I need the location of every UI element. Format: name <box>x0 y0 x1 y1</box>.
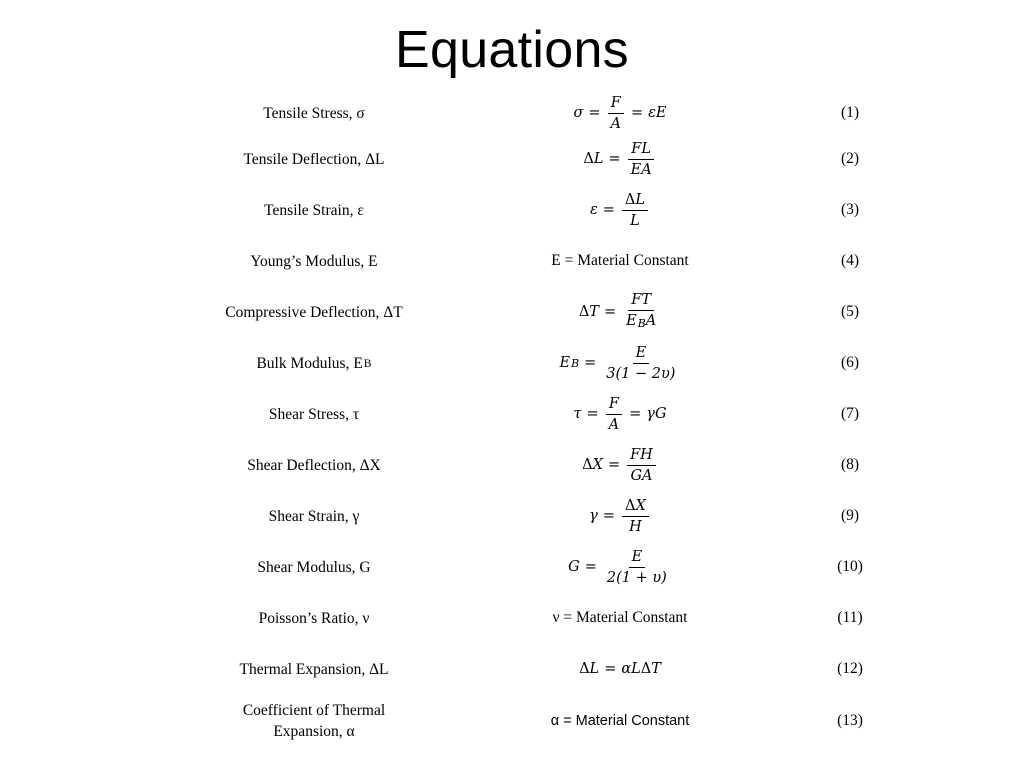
fraction-denominator: 3(1 − 2υ) <box>606 365 676 382</box>
label-line: Expansion, α <box>273 723 355 740</box>
delta-symbol: Δ <box>582 457 593 473</box>
label-subscript: B <box>363 356 372 370</box>
delta-symbol: Δ <box>578 303 590 320</box>
quantity-label: Young’s Modulus, E <box>250 252 378 270</box>
equation-lhs: L <box>589 661 600 677</box>
fraction-denominator <box>623 311 659 334</box>
fraction <box>608 93 624 134</box>
equation-number: (6) <box>840 354 860 371</box>
equation-text: α = Material Constant <box>550 713 690 729</box>
equation-number: (10) <box>837 558 863 575</box>
fraction-denominator: GA <box>630 467 653 484</box>
fraction <box>603 343 678 384</box>
equals-sign: = <box>629 406 642 422</box>
equals-sign: = <box>586 406 599 422</box>
quantity-label: Poisson’s Ratio, ν <box>258 609 370 627</box>
equation <box>590 190 650 231</box>
delta-symbol: Δ <box>625 497 636 514</box>
equals-sign: = <box>602 202 615 218</box>
fraction-numerator: FL <box>628 139 654 160</box>
fraction-denominator: A <box>608 416 620 433</box>
equation-row-shear-stress <box>0 389 1024 439</box>
fraction <box>606 394 622 435</box>
delta-symbol: Δ <box>640 661 652 677</box>
equation-cell <box>465 88 775 138</box>
equation-number: (7) <box>840 405 860 422</box>
denominator-variable: E <box>626 312 637 329</box>
quantity-label <box>170 338 458 388</box>
fraction-denominator: H <box>629 518 642 535</box>
denominator-variable: A <box>645 312 657 329</box>
subscript: B <box>571 356 580 370</box>
equation <box>568 547 672 588</box>
quantity-label: Shear Strain, γ <box>268 507 360 525</box>
equals-sign: = <box>588 105 601 121</box>
equation <box>589 496 651 537</box>
equation <box>573 394 666 435</box>
equation-cell <box>465 440 775 490</box>
equation-rhs: γG <box>646 406 667 422</box>
fraction-numerator: E <box>629 547 646 568</box>
equation-lhs: σ <box>573 105 584 121</box>
equation-cell <box>465 389 775 439</box>
label-line: Coefficient of Thermal <box>242 702 386 719</box>
quantity-label: Tensile Stress, σ <box>263 104 365 122</box>
fraction-denominator: A <box>610 115 621 132</box>
quantity-label: Shear Deflection, ΔX <box>247 456 381 474</box>
fraction <box>628 139 655 180</box>
delta-symbol: Δ <box>583 151 594 167</box>
fraction-denominator: 2(1 + υ) <box>606 569 667 586</box>
equation-number: (5) <box>840 303 860 320</box>
fraction <box>622 190 648 231</box>
fraction <box>623 290 659 334</box>
equation-cell <box>465 185 775 235</box>
equation-number: (9) <box>840 507 860 524</box>
equation-row-compressive-deflection <box>0 287 1024 337</box>
fraction-numerator: F <box>606 394 622 415</box>
equation-number: (13) <box>837 712 863 729</box>
equation-lhs: τ <box>573 406 582 422</box>
equation <box>573 93 666 134</box>
quantity-label: Shear Stress, τ <box>268 405 360 423</box>
fraction-numerator <box>622 190 648 211</box>
equals-sign: = <box>604 661 617 677</box>
equation-row-shear-strain <box>0 491 1024 541</box>
fraction-numerator <box>622 496 649 517</box>
equation-row-tensile-deflection <box>0 134 1024 184</box>
delta-symbol: Δ <box>624 191 636 208</box>
equation-row-poissons-ratio <box>0 593 1024 643</box>
equation-row-youngs-modulus <box>0 236 1024 286</box>
fraction-numerator: F <box>608 93 624 114</box>
equation-rhs: T <box>651 661 661 677</box>
equation <box>583 139 656 180</box>
equation-lhs: γ <box>589 508 598 524</box>
equation-number: (4) <box>840 252 860 269</box>
quantity-label: Compressive Deflection, ΔT <box>225 303 403 321</box>
equation-cell <box>465 134 775 184</box>
equation <box>582 445 658 486</box>
equation-row-thermal-coefficient <box>0 696 1024 746</box>
delta-symbol: Δ <box>579 661 590 677</box>
equation-text: ν = Material Constant <box>552 609 688 626</box>
equation-lhs: ε <box>589 202 598 218</box>
equation-number: (3) <box>840 201 860 218</box>
page-title: Equations <box>395 21 629 79</box>
equation-cell <box>465 287 775 337</box>
fraction-numerator: E <box>633 343 650 364</box>
equation-lhs: T <box>589 303 599 320</box>
label-text: Bulk Modulus, E <box>256 354 363 372</box>
quantity-label: Tensile Strain, ε <box>264 201 364 219</box>
fraction-denominator: L <box>630 212 640 229</box>
quantity-label <box>170 696 458 746</box>
equation-row-tensile-strain <box>0 185 1024 235</box>
fraction-numerator: FT <box>628 290 654 311</box>
quantity-label: Tensile Deflection, ΔL <box>243 150 385 168</box>
equation-cell <box>465 644 775 694</box>
equation-row-bulk-modulus <box>0 338 1024 388</box>
equation-text: E = Material Constant <box>551 252 689 269</box>
fraction-denominator: EA <box>630 161 652 178</box>
equation-lhs: E <box>559 355 571 371</box>
equals-sign: = <box>607 457 621 473</box>
equation-number: (8) <box>840 456 860 473</box>
equation <box>579 661 661 677</box>
subscript: B <box>637 317 646 331</box>
equation-lhs: X <box>592 457 603 473</box>
equation-number: (2) <box>840 150 860 167</box>
equation <box>579 290 661 334</box>
equals-sign: = <box>584 355 597 371</box>
equation-lhs: G <box>568 559 580 575</box>
equation-rhs: εE <box>648 105 667 121</box>
fraction <box>627 445 656 486</box>
numerator-variable: L <box>635 191 646 208</box>
equation-lhs: L <box>593 151 604 167</box>
fraction <box>622 496 649 537</box>
equation-row-thermal-expansion <box>0 644 1024 694</box>
equals-sign: = <box>603 303 617 320</box>
equation-number: (11) <box>837 609 863 626</box>
quantity-label: Shear Modulus, G <box>257 558 371 576</box>
fraction <box>604 547 670 588</box>
equation-row-shear-modulus <box>0 542 1024 592</box>
equation-row-shear-deflection <box>0 440 1024 490</box>
equation-cell <box>465 491 775 541</box>
quantity-label: Thermal Expansion, ΔL <box>239 660 389 678</box>
numerator-variable: X <box>635 497 646 514</box>
equation-cell <box>465 338 775 388</box>
equation-row-tensile-stress <box>0 88 1024 138</box>
equals-sign: = <box>631 105 644 121</box>
fraction-numerator: FH <box>627 445 656 466</box>
equation-cell <box>465 542 775 592</box>
equation <box>560 343 681 384</box>
equation-number: (12) <box>837 660 863 677</box>
equals-sign: = <box>584 559 597 575</box>
equals-sign: = <box>602 508 615 524</box>
equation-rhs: αL <box>621 661 641 677</box>
equals-sign: = <box>608 151 621 167</box>
equation-number: (1) <box>840 104 860 121</box>
